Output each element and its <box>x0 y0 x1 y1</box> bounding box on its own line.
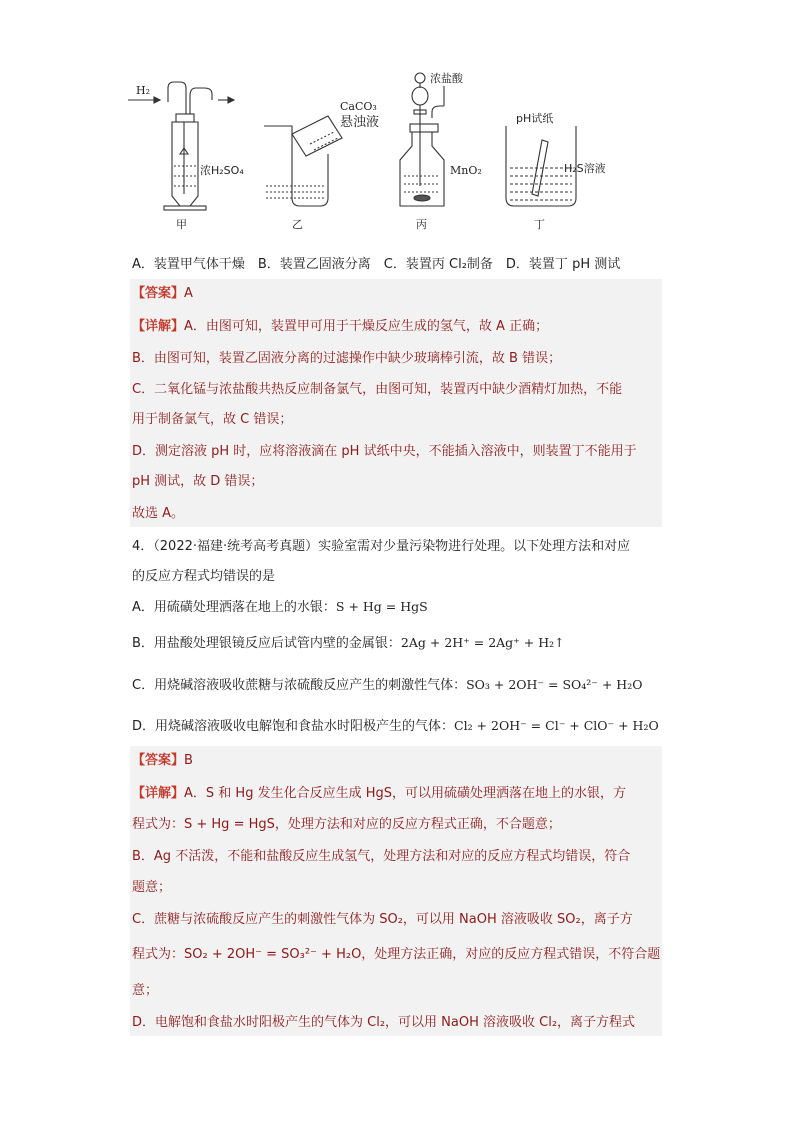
q4-detail-5: C．蔗糖与浓硫酸反应产生的刺激性气体为 SO₂，可以用 NaOH 溶液吸收 SO₂，离子方 <box>132 912 633 927</box>
caption-jia: 甲 <box>176 218 187 231</box>
option-c-text: C．用烧碱溶液吸收蔗糖与浓硫酸反应产生的刺激性气体： <box>132 678 467 693</box>
option-d-equation: Cl₂ + 2OH⁻ = Cl⁻ + ClO⁻ + H₂O <box>454 718 659 733</box>
q3-detail-4: 用于制备氯气，故 C 错误； <box>132 412 293 427</box>
label-conc-h2so4: 浓H₂SO₄ <box>200 164 244 177</box>
label-mno2: MnO₂ <box>450 164 482 177</box>
detail-text: A．由图可知，装置甲可用于干燥反应生成的氢气，故 A 正确； <box>184 319 549 334</box>
caption-ding: 丁 <box>534 218 545 231</box>
q3-options: A．装置甲气体干燥 B．装置乙固液分离 C．装置丙 Cl₂制备 D．装置丁 pH 测试 <box>132 257 621 272</box>
label-h2: H₂ <box>136 84 151 97</box>
answer-value: A <box>184 286 193 301</box>
apparatus-drawing <box>124 66 672 234</box>
q3-answer <box>132 285 193 303</box>
q3-detail-1 <box>132 318 548 336</box>
answer-value: B <box>184 753 193 768</box>
q4-option-b <box>132 634 565 653</box>
answer-tag: 【答案】 <box>132 753 185 768</box>
q4-answer <box>132 752 193 770</box>
detail-text: A．S 和 Hg 发生化合反应生成 HgS，可以用硫磺处理洒落在地上的水银，方 <box>184 786 626 801</box>
q4-detail-4: 题意； <box>132 880 172 895</box>
option-a-text: A．用硫磺处理洒落在地上的水银： <box>132 600 336 615</box>
caption-bing: 丙 <box>416 218 427 231</box>
q4-stem-2: 的反应方程式均错误的是 <box>132 569 276 584</box>
q3-detail-5: D．测定溶液 pH 时，应将溶液滴在 pH 试纸中央，不能插入溶液中，则装置丁不能用于 <box>132 444 637 459</box>
detail-tag: 【详解】 <box>132 786 185 801</box>
q4-detail-3: B．Ag 不活泼，不能和盐酸反应生成氢气，处理方法和对应的反应方程式均错误，符合 <box>132 849 631 864</box>
apparatus-bing <box>400 73 444 206</box>
label-caco3: CaCO₃ <box>340 100 377 113</box>
label-h2s-solution: H₂S溶液 <box>564 162 606 175</box>
q3-detail-3: C．二氧化锰与浓盐酸共热反应制备氯气，由图可知，装置丙中缺少酒精灯加热，不能 <box>132 382 623 397</box>
q4-option-d <box>132 717 659 736</box>
apparatus-figure <box>124 66 672 234</box>
label-ph-paper: pH试纸 <box>516 112 554 125</box>
q4-option-c <box>132 676 642 695</box>
option-c-equation: SO₃ + 2OH⁻ = SO₄²⁻ + H₂O <box>466 677 643 692</box>
q4-option-a <box>132 598 428 617</box>
q4-detail-8: D．电解饱和食盐水时阳极产生的气体为 Cl₂，可以用 NaOH 溶液吸收 Cl₂，离子方程式 <box>132 1015 636 1030</box>
detail-tag: 【详解】 <box>132 319 185 334</box>
q4-detail-6: 程式为：SO₂ + 2OH⁻ = SO₃²⁻ + H₂O，处理方法正确，对应的反应方程式错误，不符合题 <box>132 947 661 962</box>
option-d-text: D．用烧碱溶液吸收电解饱和食盐水时阳极产生的气体： <box>132 719 455 734</box>
apparatus-jia <box>128 82 234 210</box>
answer-tag: 【答案】 <box>132 286 185 301</box>
q4-detail-1 <box>132 785 626 803</box>
q3-detail-7: 故选 A。 <box>132 506 185 521</box>
q4-stem-1: 4．（2022·福建·统考高考真题）实验室需对少量污染物进行处理。以下处理方法和对应 <box>132 539 631 554</box>
q3-detail-6: pH 测试，故 D 错误； <box>132 474 264 489</box>
option-b-equation: 2Ag + 2H⁺ = 2Ag⁺ + H₂↑ <box>400 635 565 650</box>
option-b-text: B．用盐酸处理银镜反应后试管内壁的金属银： <box>132 636 401 651</box>
q3-detail-2: B．由图可知，装置乙固液分离的过滤操作中缺少玻璃棒引流，故 B 错误； <box>132 351 562 366</box>
q4-detail-2: 程式为：S + Hg = HgS，处理方法和对应的反应方程式正确，不合题意； <box>132 817 561 832</box>
option-a-equation: S + Hg = HgS <box>335 599 428 614</box>
caption-yi: 乙 <box>292 218 303 231</box>
q4-detail-7: 意； <box>132 983 159 998</box>
label-conc-hcl: 浓盐酸 <box>430 72 463 85</box>
label-suspension: 悬浊液 <box>340 115 380 130</box>
apparatus-yi <box>264 116 342 206</box>
